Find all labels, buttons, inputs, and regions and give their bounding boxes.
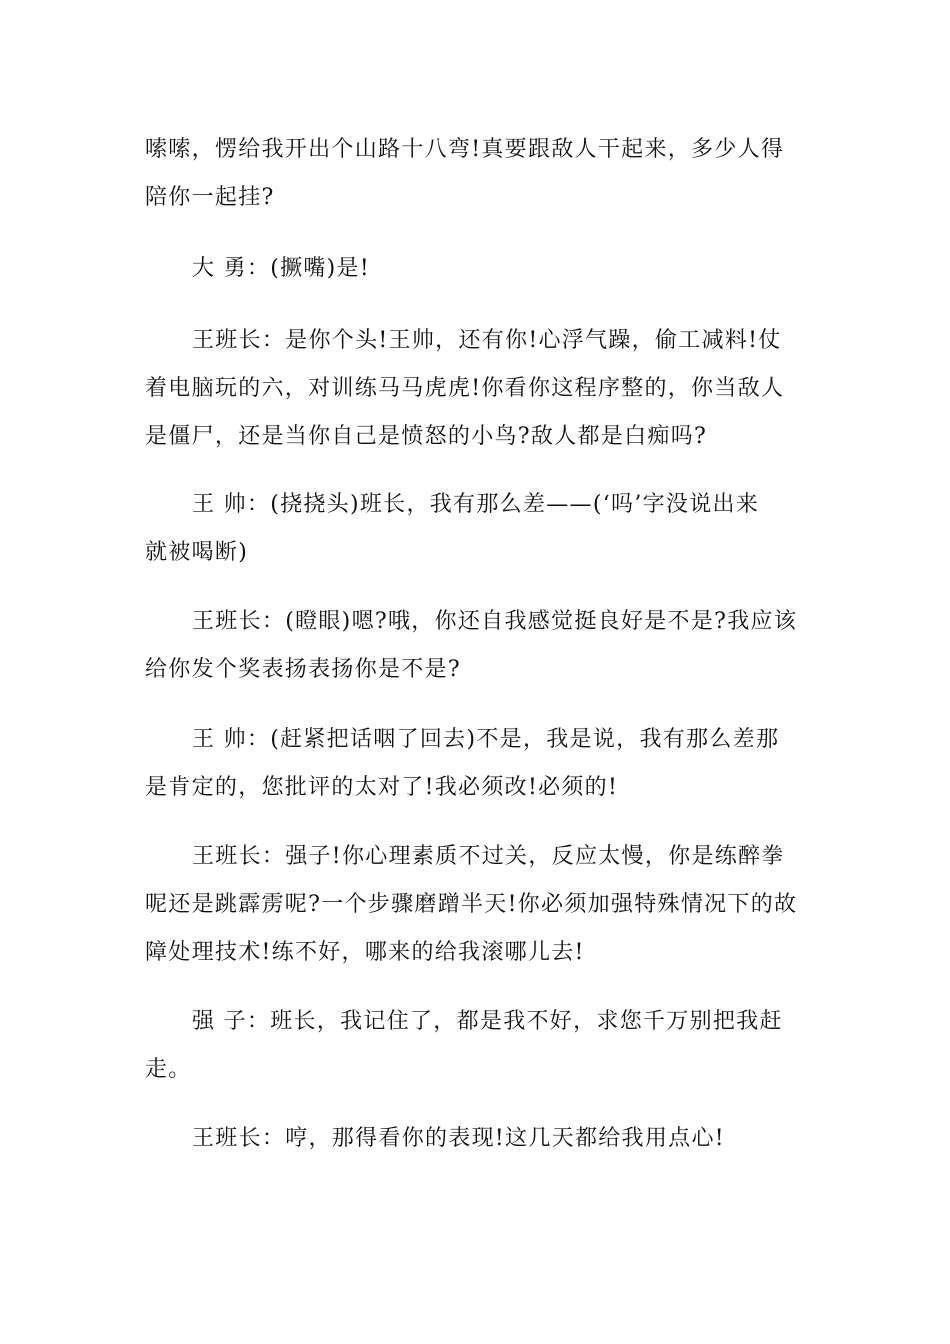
text-line: 王班长：哼，那得看你的表现!这几天都给我用点心! <box>192 1126 725 1151</box>
dialogue-wang-banzhang-4 <box>145 1115 810 1163</box>
text-line: 王 帅：(赶紧把话咽了回去)不是，我是说，我有那么差那 <box>192 727 780 752</box>
text-line: 陪你一起挂? <box>145 185 275 210</box>
dialogue-wang-shuai-2 <box>145 716 810 812</box>
text-line: 大 勇：(撅嘴)是! <box>192 256 371 281</box>
paragraph-continuation <box>145 126 810 222</box>
text-line: 给你发个奖表扬表扬你是不是? <box>145 657 461 682</box>
text-line: 强 子：班长，我记住了，都是我不好，求您千万别把我赶 <box>192 1009 783 1034</box>
text-line: 王班长：(瞪眼)嗯?哦，你还自我感觉挺良好是不是?我应该 <box>192 609 798 634</box>
dialogue-qiangzi <box>145 998 810 1094</box>
text-line: 王 帅：(挠挠头)班长，我有那么差——(‘吗’字没说出来 <box>192 492 760 517</box>
text-line: 着电脑玩的六，对训练马马虎虎!你看你这程序整的，你当敌人 <box>145 376 785 401</box>
text-line: 是僵尸，还是当你自己是愤怒的小鸟?敌人都是白痴吗? <box>145 424 708 449</box>
dialogue-wang-banzhang-2 <box>145 598 810 694</box>
text-line: 走。 <box>145 1057 192 1082</box>
dialogue-dayong <box>145 245 810 293</box>
text-line: 是肯定的，您批评的太对了!我必须改!必须的! <box>145 775 619 800</box>
dialogue-wang-banzhang-3 <box>145 833 810 977</box>
text-line: 就被喝断) <box>145 540 249 565</box>
text-line: 王班长：是你个头!王帅，还有你!心浮气躁，偷工减料!仗 <box>192 328 782 353</box>
dialogue-wang-shuai-1 <box>145 481 810 577</box>
text-line: 嗦嗦，愣给我开出个山路十八弯!真要跟敌人干起来，多少人得 <box>145 137 785 162</box>
dialogue-wang-banzhang-1 <box>145 317 810 461</box>
text-line: 王班长：强子!你心理素质不过关，反应太慢，你是练醉拳 <box>192 844 785 869</box>
text-line: 呢还是跳霹雳呢?一个步骤磨蹭半天!你必须加强特殊情况下的故 <box>145 892 798 917</box>
text-line: 障处理技术!练不好，哪来的给我滚哪儿去! <box>145 940 585 965</box>
